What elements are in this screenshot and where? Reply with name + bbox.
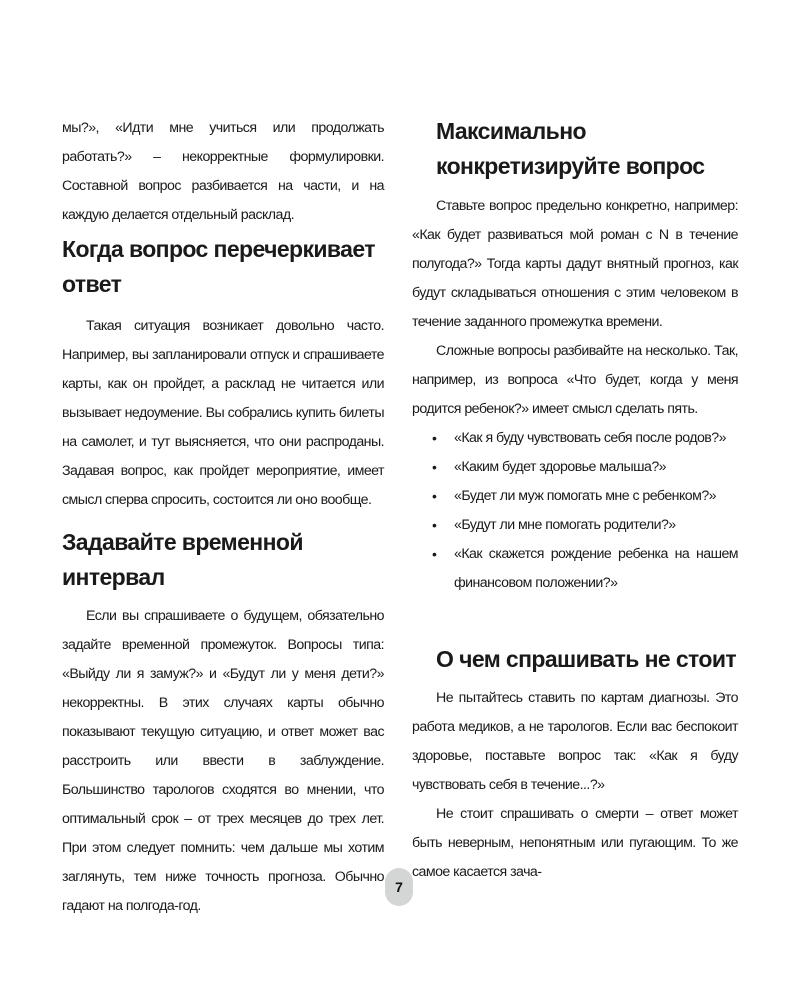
question-bullet-list [412, 424, 738, 598]
list-item: • «Как я буду чувствовать себя после родов?» [412, 424, 738, 453]
bullet-icon: • [432, 459, 437, 475]
section-concrete-paragraph-1: Ставьте вопрос предельно конкретно, например: «Как будет развиваться мой роман с N в течение полугода?» Тогда карты дадут внятный прогноз, как будут складываться отношения с этим человеком в течение заданного промежутка времени. [412, 198, 738, 330]
section-interval [62, 525, 384, 921]
bullet-icon: • [432, 488, 437, 504]
intro-block [62, 114, 384, 230]
section-not-ask [412, 642, 738, 887]
page-number-badge [385, 868, 413, 906]
list-item: • «Будет ли муж помогать мне с ребенком?» [412, 482, 738, 511]
list-item: • «Будут ли мне помогать родители?» [412, 511, 738, 540]
list-item: • «Каким будет здоровье малыша?» [412, 453, 738, 482]
list-item: • «Как скажется рождение ребенка на нашем финансовом положении?» [412, 540, 738, 598]
intro-paragraph: мы?», «Идти мне учиться или продолжать работать?» – некорректные формулировки. Составной вопрос разбивается на части, и на каждую делается отдельный расклад. [62, 120, 384, 223]
section-not-ask-paragraph-1: Не пытайтесь ставить по картам диагнозы. Это работа медиков, а не тарологов. Если вас беспокоит здоровье, поставьте вопрос так: «Как я буду чувствовать себя в течение...?» [412, 690, 738, 793]
section-crossout-paragraph: Такая ситуация возникает довольно часто. Например, вы запланировали отпуск и спрашиваете карты, как он пройдет, а расклад не читается или вызывает недоумение. Вы собрались купить билеты на самолет, и тут выясняется, что они распроданы. Задавая вопрос, как пройдет мероприятие, имеет смысл сперва спросить, состоится ли оно вообще. [62, 318, 384, 508]
section-concrete [412, 114, 738, 598]
section-interval-paragraph: Если вы спрашиваете о будущем, обязательно задайте временной промежуток. Вопросы типа: «Выйду ли я замуж?» и «Будут ли у меня дети?» некорректны. В этих случаях карты обычно показывают текущую ситуацию, и ответ может вас расстроить или ввести в заблуждение. Большинство тарологов сходятся во мнении, что оптимальный срок – от трех месяцев до трех лет. При этом следует помнить: чем дальше мы хотим заглянуть, тем ниже точность прогноза. Обычно гадают на полгода-год. [62, 608, 384, 914]
section-heading-not-ask: О чем спрашивать не стоит [436, 646, 737, 672]
bullet-icon: • [432, 430, 437, 446]
bullet-icon: • [432, 517, 437, 533]
section-heading-concrete: Максимально конкретизируйте вопрос [436, 118, 705, 179]
bullet-icon: • [432, 546, 437, 562]
section-heading-interval: Задавайте временной интервал [62, 529, 303, 590]
section-heading-crossout: Когда вопрос перечеркивает ответ [62, 236, 375, 297]
section-not-ask-paragraph-2: Не стоит спрашивать о смерти – ответ может быть неверным, непонятным или пугающим. То же самое касается зача- [412, 806, 738, 880]
page-number: 7 [395, 879, 403, 895]
section-crossout [62, 232, 384, 515]
section-concrete-paragraph-2: Сложные вопросы разбивайте на несколько. Так, например, из вопроса «Что будет, когда у меня родится ребенок?» имеет смысл сделать пять. [412, 343, 738, 417]
